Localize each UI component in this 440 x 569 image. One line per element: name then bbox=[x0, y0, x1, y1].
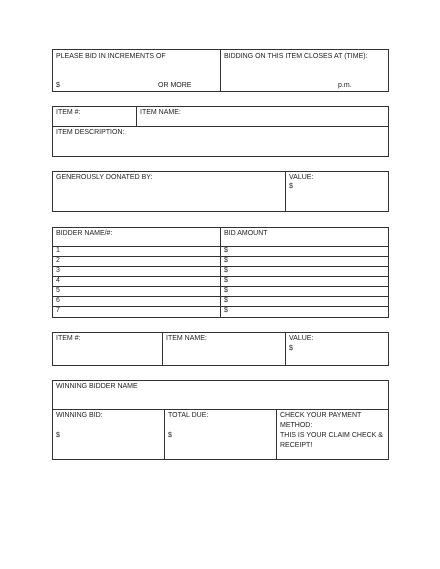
pm-label: p.m. bbox=[338, 82, 352, 89]
bid-row bbox=[52, 306, 389, 317]
amount-header: BID AMOUNT bbox=[224, 230, 268, 237]
item-summary-table bbox=[52, 332, 389, 366]
bid-row-dollar: $ bbox=[224, 277, 228, 284]
summary-item-name-label: ITEM NAME: bbox=[166, 335, 207, 342]
total-due-dollar: $ bbox=[168, 432, 172, 439]
bidder-header: BIDDER NAME/#: bbox=[56, 230, 113, 237]
bid-row bbox=[52, 266, 389, 276]
summary-value-label: VALUE: bbox=[289, 335, 314, 342]
item-summary-divider-2 bbox=[285, 332, 286, 366]
bid-row-number: 4 bbox=[56, 277, 60, 284]
bid-row bbox=[52, 286, 389, 296]
donation-dollar: $ bbox=[289, 183, 293, 190]
bid-row-number: 7 bbox=[56, 307, 60, 314]
increments-label: PLEASE BID IN INCREMENTS OF bbox=[56, 53, 166, 60]
increments-dollar: $ bbox=[56, 82, 60, 89]
summary-dollar: $ bbox=[289, 345, 293, 352]
winner-row-divider bbox=[52, 409, 389, 410]
bid-row-number: 3 bbox=[56, 267, 60, 274]
bid-row-number: 1 bbox=[56, 247, 60, 254]
item-name-label: ITEM NAME: bbox=[140, 109, 181, 116]
item-summary-divider-1 bbox=[162, 332, 163, 366]
bid-row bbox=[52, 276, 389, 286]
bid-row-dollar: $ bbox=[224, 247, 228, 254]
item-row-divider bbox=[52, 126, 389, 127]
bid-row-dollar: $ bbox=[224, 267, 228, 274]
bid-row-dollar: $ bbox=[224, 307, 228, 314]
bid-row-dollar: $ bbox=[224, 297, 228, 304]
donated-by-label: GENEROUSLY DONATED BY: bbox=[56, 174, 153, 181]
closes-label: BIDDING ON THIS ITEM CLOSES AT (TIME): bbox=[224, 53, 368, 60]
donation-value-label: VALUE: bbox=[289, 174, 314, 181]
donation-divider bbox=[285, 171, 286, 212]
item-divider bbox=[136, 106, 137, 126]
winning-bid-dollar: $ bbox=[56, 432, 60, 439]
summary-item-number-label: ITEM #: bbox=[56, 335, 81, 342]
bid-row bbox=[52, 296, 389, 306]
bid-row-number: 2 bbox=[56, 257, 60, 264]
total-due-label: TOTAL DUE: bbox=[168, 412, 209, 419]
item-description-label: ITEM DESCRIPTION: bbox=[56, 129, 125, 136]
payment-text: CHECK YOUR PAYMENT METHOD: THIS IS YOUR CLAIM CHECK & RECEIPT! bbox=[280, 412, 383, 449]
item-number-label: ITEM #: bbox=[56, 109, 81, 116]
bid-row-number: 6 bbox=[56, 297, 60, 304]
bid-row-dollar: $ bbox=[224, 287, 228, 294]
bid-row-dollar: $ bbox=[224, 257, 228, 264]
winner-divider-2 bbox=[276, 409, 277, 460]
or-more-label: OR MORE bbox=[158, 82, 192, 89]
winner-divider-1 bbox=[164, 409, 165, 460]
winning-bidder-label: WINNING BIDDER NAME bbox=[56, 383, 138, 390]
bid-row bbox=[52, 256, 389, 266]
bid-row-number: 5 bbox=[56, 287, 60, 294]
bid-row bbox=[52, 246, 389, 256]
bid-info-divider bbox=[220, 49, 221, 92]
winning-bid-label: WINNING BID: bbox=[56, 412, 103, 419]
